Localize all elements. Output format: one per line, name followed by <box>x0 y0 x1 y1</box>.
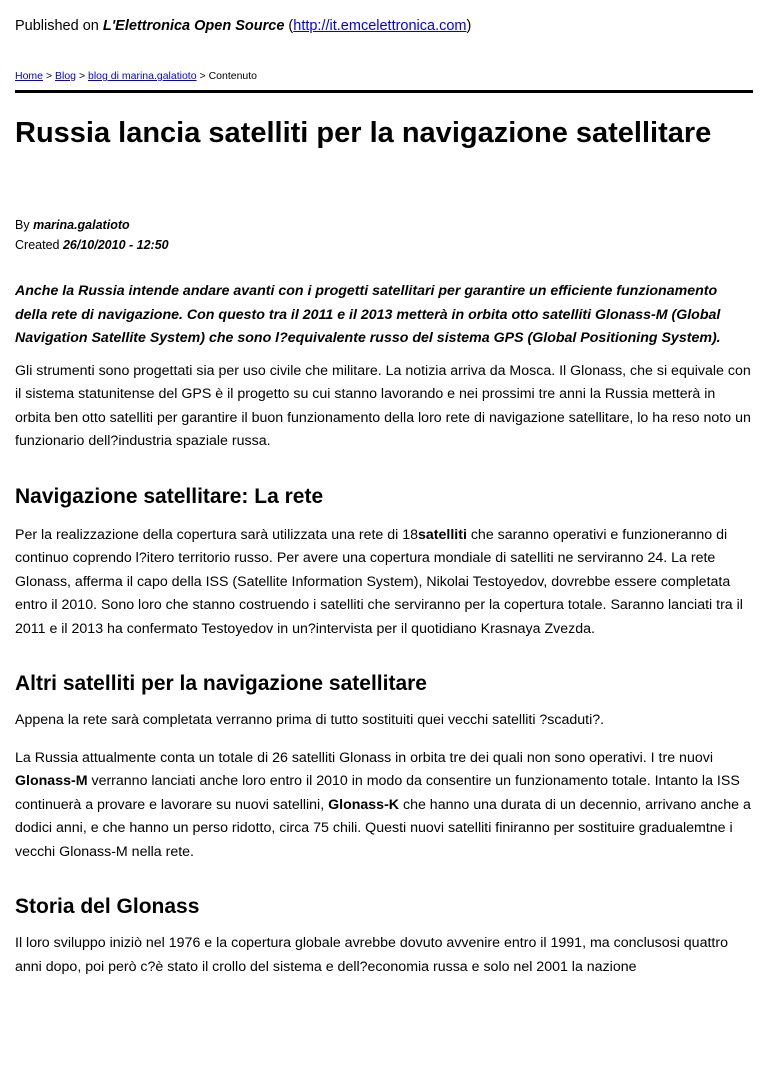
paragraph-4: La Russia attualmente conta un totale di 26 satelliti Glonass in orbita tre dei quali non sono operativi. I tre nuovi Glonass-M verranno lanciati anche loro entro il 2010 in modo da consentire un funzionamento totale. Intanto la ISS continuerà a provare e lavorare su nuovi satellini, Glonass-K che hanno una durata di un decennio, arrivano anche a dodici anni, e che hanno un perso ridotto, circa 75 chili. Questi nuovi satelliti finiranno per sostituire gradualemtne i vecchi Glonass-M nella rete. <box>15 749 751 860</box>
article-title: Russia lancia satelliti per la navigazione satellitare <box>15 117 712 149</box>
created-date: 26/10/2010 - 12:50 <box>62 238 169 252</box>
section-heading-storia: Storia del Glonass <box>15 895 200 918</box>
created-label: Created <box>15 238 60 252</box>
keyword-glonass-k: Glonass-K <box>328 796 400 813</box>
paragraph-1: Gli strumenti sono progettati sia per uso civile che militare. La notizia arriva da Mosca. Il Glonass, che si equivale con il sistema statunitense del GPS è il progetto su cui stanno lavorando e nei prossimi tre anni la Russia metterà in orbita ben otto satelliti per garantire il buon funzionamento della loro rete di navigazione satellitare, lo ha reso noto un funzionario dell?industria spaziale russa. <box>15 362 751 449</box>
breadcrumb <box>15 70 257 82</box>
by-label: By <box>15 218 30 232</box>
breadcrumb-separator: > <box>45 70 53 82</box>
section-heading-altri-satelliti: Altri satelliti per la navigazione satellitare <box>15 672 427 695</box>
article-byline <box>15 215 169 255</box>
breadcrumb-home-link[interactable]: Home <box>15 70 44 82</box>
author-name: marina.galatioto <box>33 218 130 232</box>
author-line <box>15 215 169 235</box>
paragraph-3: Appena la rete sarà completata verranno prima di tutto sostituiti quei vecchi satelliti ?scaduti?. <box>15 712 605 728</box>
published-line: Published on L'Elettronica Open Source (http://it.emcelettronica.com) <box>15 18 472 34</box>
keyword-satelliti: satelliti <box>418 526 467 543</box>
created-line <box>15 235 169 255</box>
breadcrumb-separator: > <box>199 70 206 82</box>
header-divider <box>15 90 753 93</box>
published-prefix: Published on <box>15 18 103 34</box>
breadcrumb-separator: > <box>78 70 86 82</box>
breadcrumb-user-blog-link[interactable]: blog di marina.galatioto <box>88 70 197 82</box>
site-url-link[interactable]: http://it.emcelettronica.com <box>293 18 467 34</box>
article-lead: Anche la Russia intende andare avanti con i progetti satellitari per garantire un efficiente funzionamento della rete di navigazione. Con questo tra il 2011 e il 2013 metterà in orbita otto satelliti Glonass-M (Global Navigation Satellite System) che sono l?equivalente russo del sistema GPS (Global Positioning System). <box>15 283 721 346</box>
breadcrumb-blog-link[interactable]: Blog <box>55 70 77 82</box>
article-body <box>15 280 753 988</box>
keyword-glonass-m: Glonass-M <box>15 773 88 789</box>
section-heading-rete: Navigazione satellitare: La rete <box>15 484 324 508</box>
paragraph-5: Il loro sviluppo iniziò nel 1976 e la copertura globale avrebbe dovuto avvenire entro il 1991, ma conclusosi quattro anni dopo, poi però c?è stato il crollo del sistema e dell?economia russa e solo nel 2001 la nazione <box>15 935 728 975</box>
site-name: L'Elettronica Open Source <box>102 18 285 34</box>
paragraph-2: Per la realizzazione della copertura sarà utilizzata una rete di 18satelliti che saranno operativi e funzioneranno di continuo coprendo l?itero territorio russo. Per avere una copertura mondiale di satelliti ne serviranno 24. La rete Glonass, afferma il capo della ISS (Satellite Information System), Nikolai Testoyedov, dovrebbe essere completata entro il 2010. Sono loro che stanno costruendo i satelliti che serviranno per la copertura totale. Saranno lanciati tra il 2011 e il 2013 ha confermato Testoyedov in un?intervista per il quotidiano Krasnaya Zvezda. <box>15 526 743 637</box>
breadcrumb-current: Contenuto <box>208 70 258 82</box>
